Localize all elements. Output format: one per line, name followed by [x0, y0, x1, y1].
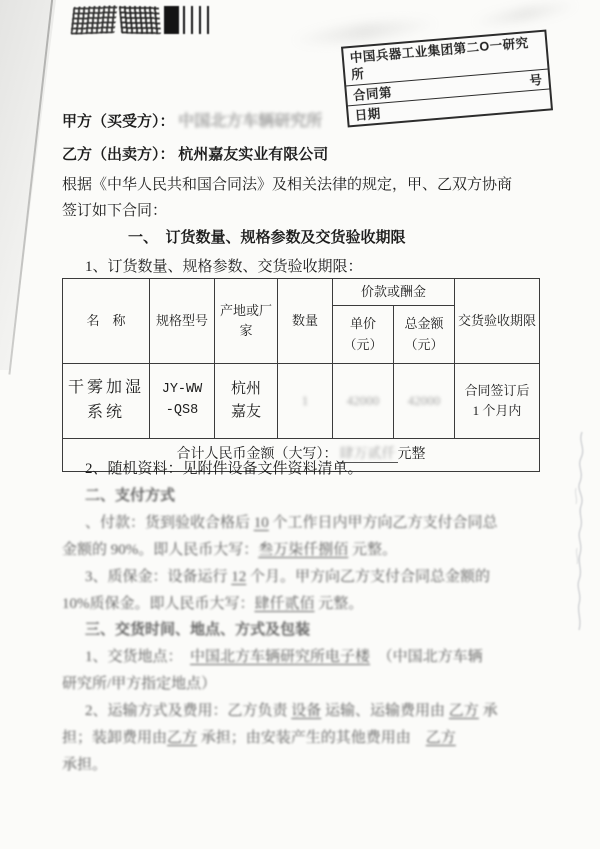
- total-amount-label: 合计人民币金额（大写）：: [176, 447, 338, 463]
- transport-line-3: 承担。: [62, 757, 108, 773]
- transport-text: 2、运输方式及费用：乙方负责: [85, 703, 292, 719]
- total-amount-redacted: 肆万贰仟: [339, 447, 396, 463]
- section-3-heading: 三、交货时间、地点、方式及包装: [85, 622, 311, 638]
- payment-line1-text: 、付款：货到验收合格后: [85, 515, 254, 531]
- payment-amount-words: 叁万柒仟捌佰: [258, 542, 349, 558]
- origin-line2: 嘉友: [230, 404, 261, 420]
- warranty-line-text: 个月。甲方向乙方支付合同总金额的: [246, 569, 491, 585]
- col-header-name: 名 称: [63, 279, 150, 364]
- payment-line-3: [85, 564, 490, 591]
- party-a-row: [62, 108, 322, 136]
- delivery-line1-text: （中国北方车辆: [385, 649, 483, 665]
- warranty-months-value: 12: [231, 569, 247, 585]
- col-header-price-group: 价款或酬金: [333, 279, 455, 306]
- payment-line-4: [62, 591, 363, 618]
- col-header-delivery: 交货验收期限: [455, 279, 540, 364]
- payment-line2-text: 金额的 90%。即人民币大写：: [62, 542, 259, 558]
- section-1-item-1: 1、订货数量、规格参数、交货验收期限：: [85, 259, 363, 275]
- contract-registry-stamp: [341, 30, 553, 128]
- cell-model: [150, 364, 215, 439]
- delivery-place-label: 1、交货地点：: [85, 649, 176, 665]
- cell-total-redacted: 42000: [394, 364, 455, 439]
- col-header-total: 总金额（元）: [394, 306, 455, 364]
- transport-line-1: [85, 698, 498, 725]
- party-b-value: 杭州嘉友实业有限公司: [178, 147, 329, 163]
- transport-line-2: [62, 725, 456, 752]
- product-name-line2: 系统: [86, 404, 125, 421]
- delivery-line2: 1 个月内: [472, 403, 522, 418]
- delivery-place-value: 中国北方车辆研究所电子楼: [190, 649, 371, 665]
- payment-days-value: 10: [253, 515, 269, 531]
- stamp-org-line: 中国兵器工业集团第二O一研究所: [349, 36, 530, 82]
- handling-payer-value: 乙方: [167, 730, 198, 746]
- transport-item-value: 设备: [291, 703, 322, 719]
- intro-line-2: 签订如下合同：: [62, 203, 168, 219]
- table-row: [63, 364, 540, 439]
- product-name-line1: 干雾加湿: [67, 379, 144, 397]
- party-b-label: 乙方（出卖方）：: [62, 147, 175, 163]
- delivery-line1: 合同签订后: [464, 382, 530, 398]
- transport-text: 承: [478, 703, 498, 719]
- scan-smudge: [470, 0, 580, 29]
- section-2-heading: 二、支付方式: [85, 488, 176, 504]
- order-spec-table: [62, 278, 540, 472]
- payment-line-2: [62, 537, 397, 564]
- delivery-line-1: [85, 644, 483, 671]
- stamp-contract-label: 合同第: [352, 85, 393, 103]
- col-header-unit-price: 单价（元）: [333, 306, 394, 364]
- barcode-bar-icon: [164, 6, 179, 34]
- cell-origin: [215, 364, 278, 439]
- model-line2: -QS8: [165, 403, 199, 418]
- payment-line1-text: 个工作日内甲方向乙方支付合同总: [268, 515, 498, 531]
- model-line1: JY-WW: [161, 382, 203, 398]
- warranty-line2-text: 元整。: [314, 596, 364, 612]
- warranty-line-text: 3、质保金：设备运行: [85, 569, 232, 585]
- barcode-stamp-icon: [72, 6, 209, 34]
- warranty-amount-words: 肆仟贰佰: [254, 596, 315, 612]
- col-header-origin: 产地或厂家: [215, 279, 278, 364]
- install-payer-value: 乙方: [425, 730, 456, 746]
- section-1-item-2: 2、随机资料：见附件设备文件资料清单。: [85, 461, 363, 477]
- cell-product-name: [63, 364, 150, 439]
- stamp-number-suffix: 号: [528, 73, 544, 89]
- intro-line-1: 根据《中华人民共和国合同法》及相关法律的规定，甲、乙双方协商: [62, 177, 513, 193]
- party-b-row: [62, 142, 328, 169]
- margin-handwriting-marks: [568, 428, 594, 643]
- delivery-line-2: 研究所/甲方指定地点）: [62, 676, 217, 692]
- transport-payer-value: 乙方: [448, 703, 479, 719]
- col-header-model: 规格型号: [150, 279, 215, 364]
- party-a-value-redacted: 中国北方车辆研究所: [178, 113, 323, 130]
- transport-text: 运输、运输费用由: [321, 703, 449, 719]
- origin-line1: 杭州: [230, 380, 261, 397]
- barcode-bars-icon: [183, 6, 209, 34]
- handling-text: 承担；由安装产生的其他费用由: [197, 730, 426, 746]
- handling-text: 担；装卸费用由: [62, 730, 168, 746]
- section-1-heading: 一、 订货数量、规格参数及交货验收期限: [128, 230, 406, 246]
- ink-blob-icon: [70, 5, 117, 35]
- stamp-date-line: 日期: [348, 88, 551, 125]
- table-header-row-1: [63, 279, 540, 306]
- payment-line-1: [85, 510, 498, 537]
- cell-qty-redacted: 1: [278, 364, 333, 439]
- cell-delivery: [455, 364, 540, 439]
- col-header-qty: 数量: [278, 279, 333, 364]
- party-a-label: 甲方（买受方）：: [62, 114, 175, 130]
- cell-unit-price-redacted: 42000: [333, 364, 394, 439]
- payment-line2-text: 元整。: [348, 542, 398, 558]
- warranty-line2-text: 10%质保金。即人民币大写：: [62, 596, 255, 612]
- total-amount-suffix: 元整: [397, 447, 426, 463]
- ink-blob-icon: [119, 6, 162, 35]
